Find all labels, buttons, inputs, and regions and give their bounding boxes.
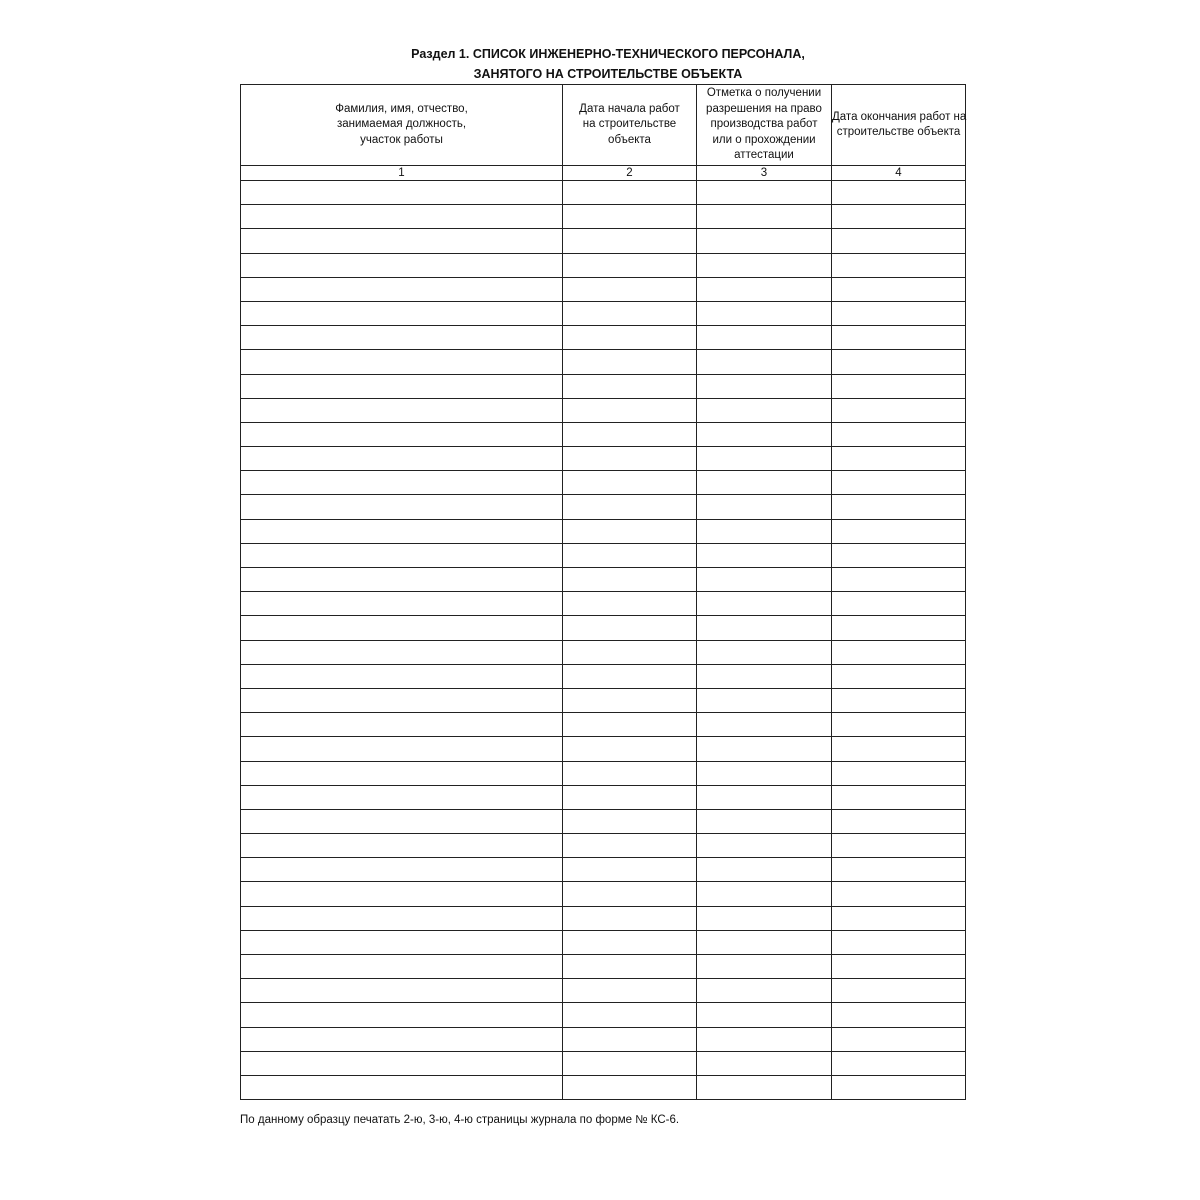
table-cell — [832, 181, 966, 205]
column-header-line: разрешения на право — [706, 102, 822, 115]
table-cell — [697, 713, 832, 737]
table-cell — [832, 447, 966, 471]
table-cell — [832, 809, 966, 833]
footnote: По данному образцу печатать 2-ю, 3-ю, 4-ю страницы журнала по форме № КС-6. — [240, 1114, 680, 1126]
column-header-line: Фамилия, имя, отчество, — [335, 102, 468, 115]
table-cell — [697, 809, 832, 833]
form-title-line-2: ЗАНЯТОГО НА СТРОИТЕЛЬСТВЕ ОБЪЕКТА — [473, 67, 743, 81]
table-cell — [832, 761, 966, 785]
table-cell — [563, 664, 697, 688]
table-row — [241, 1051, 966, 1075]
table-cell — [241, 906, 563, 930]
column-header-line: на строительстве — [582, 118, 677, 131]
table-cell — [832, 326, 966, 350]
table-cell — [563, 543, 697, 567]
table-cell — [563, 930, 697, 954]
table-row — [241, 1075, 966, 1099]
table-cell — [563, 713, 697, 737]
table-row — [241, 205, 966, 229]
table-cell — [832, 640, 966, 664]
table-cell — [697, 906, 832, 930]
table-cell — [563, 471, 697, 495]
column-header-line: производства работ — [710, 118, 818, 131]
table-cell — [563, 205, 697, 229]
column-header-line: строительстве объекта — [836, 126, 961, 138]
table-row — [241, 688, 966, 712]
column-header-line: Отметка о получении — [706, 87, 822, 100]
table-cell — [563, 1051, 697, 1075]
table-cell — [832, 568, 966, 592]
table-cell — [241, 205, 563, 229]
table-cell — [832, 277, 966, 301]
table-cell — [697, 326, 832, 350]
table-cell — [697, 664, 832, 688]
column-header-line: участок работы — [360, 133, 443, 146]
table-row — [241, 519, 966, 543]
column-header-name-position — [241, 85, 563, 166]
table-cell — [832, 350, 966, 374]
table-row — [241, 374, 966, 398]
table-cell — [697, 350, 832, 374]
column-header-line: занимаемая должность, — [336, 118, 467, 131]
column-header-start-date — [563, 85, 697, 166]
table-cell — [697, 592, 832, 616]
table-cell — [241, 568, 563, 592]
table-cell — [241, 374, 563, 398]
table-row — [241, 398, 966, 422]
table-row — [241, 713, 966, 737]
table-cell — [832, 253, 966, 277]
table-cell — [563, 761, 697, 785]
table-cell — [241, 277, 563, 301]
table-cell — [563, 398, 697, 422]
table-cell — [697, 1075, 832, 1099]
table-cell — [241, 1075, 563, 1099]
table-cell — [241, 301, 563, 325]
column-header-line: Дата начала работ — [579, 102, 680, 115]
table-cell — [697, 568, 832, 592]
table-row — [241, 229, 966, 253]
table-row — [241, 809, 966, 833]
table-cell — [563, 568, 697, 592]
table-cell — [563, 447, 697, 471]
table-cell — [241, 592, 563, 616]
table-cell — [241, 229, 563, 253]
table-row — [241, 277, 966, 301]
table-cell — [697, 834, 832, 858]
table-cell — [697, 253, 832, 277]
column-header-end-date — [832, 85, 966, 166]
table-cell — [241, 761, 563, 785]
table-cell — [241, 1003, 563, 1027]
table-cell — [697, 398, 832, 422]
table-row — [241, 568, 966, 592]
table-cell — [832, 1075, 966, 1099]
table-cell — [832, 713, 966, 737]
table-cell — [241, 640, 563, 664]
table-cell — [241, 664, 563, 688]
table-row — [241, 616, 966, 640]
table-cell — [697, 688, 832, 712]
table-cell — [563, 181, 697, 205]
table-cell — [832, 906, 966, 930]
table-cell — [832, 374, 966, 398]
table-cell — [563, 374, 697, 398]
table-row — [241, 350, 966, 374]
table-cell — [563, 1075, 697, 1099]
table-cell — [241, 350, 563, 374]
table-cell — [832, 834, 966, 858]
table-cell — [697, 422, 832, 446]
table-row — [241, 447, 966, 471]
table-cell — [241, 398, 563, 422]
table-cell — [697, 858, 832, 882]
table-row — [241, 979, 966, 1003]
table-cell — [832, 955, 966, 979]
table-cell — [832, 930, 966, 954]
table-row — [241, 785, 966, 809]
table-cell — [697, 955, 832, 979]
table-cell — [832, 471, 966, 495]
table-cell — [563, 229, 697, 253]
table-cell — [563, 688, 697, 712]
column-header-line: или о прохождении — [712, 133, 816, 146]
table-cell — [697, 1051, 832, 1075]
table-cell — [241, 688, 563, 712]
personnel-table — [240, 84, 966, 1100]
table-cell — [832, 785, 966, 809]
table-cell — [832, 1051, 966, 1075]
table-cell — [832, 422, 966, 446]
table-row — [241, 495, 966, 519]
table-cell — [563, 277, 697, 301]
table-cell — [563, 834, 697, 858]
table-cell — [832, 1027, 966, 1051]
table-cell — [697, 1003, 832, 1027]
column-header-line: Дата окончания работ на — [832, 110, 967, 123]
table-cell — [832, 737, 966, 761]
table-cell — [697, 543, 832, 567]
column-header-line: аттестации — [734, 149, 794, 162]
table-row — [241, 955, 966, 979]
table-cell — [241, 447, 563, 471]
table-cell — [832, 664, 966, 688]
table-cell — [697, 374, 832, 398]
table-cell — [241, 422, 563, 446]
table-cell — [832, 616, 966, 640]
column-header-permit-mark — [697, 85, 832, 166]
table-cell — [563, 906, 697, 930]
column-number: 1 — [241, 166, 563, 181]
table-cell — [697, 447, 832, 471]
table-cell — [241, 809, 563, 833]
table-cell — [241, 955, 563, 979]
table-cell — [697, 495, 832, 519]
table-cell — [697, 785, 832, 809]
table-cell — [563, 882, 697, 906]
table-row — [241, 1027, 966, 1051]
table-cell — [563, 422, 697, 446]
table-cell — [241, 882, 563, 906]
table-cell — [241, 253, 563, 277]
table-cell — [832, 979, 966, 1003]
table-cell — [563, 301, 697, 325]
table-cell — [832, 592, 966, 616]
table-row — [241, 930, 966, 954]
table-cell — [697, 471, 832, 495]
table-cell — [563, 1003, 697, 1027]
table-cell — [832, 1003, 966, 1027]
table-cell — [832, 205, 966, 229]
table-cell — [241, 616, 563, 640]
table-cell — [563, 809, 697, 833]
table-cell — [832, 495, 966, 519]
table-cell — [563, 350, 697, 374]
table-cell — [832, 519, 966, 543]
table-row — [241, 253, 966, 277]
table-cell — [832, 301, 966, 325]
table-cell — [697, 640, 832, 664]
table-cell — [697, 301, 832, 325]
table-cell — [832, 398, 966, 422]
table-cell — [697, 519, 832, 543]
table-cell — [563, 858, 697, 882]
table-cell — [563, 955, 697, 979]
form-title-line-1: Раздел 1. СПИСОК ИНЖЕНЕРНО-ТЕХНИЧЕСКОГО ПЕРСОНАЛА, — [411, 47, 805, 61]
table-header-row — [241, 85, 966, 166]
column-number: 2 — [563, 166, 697, 181]
table-cell — [241, 1051, 563, 1075]
table-row — [241, 301, 966, 325]
table-cell — [697, 930, 832, 954]
table-cell — [697, 616, 832, 640]
table-cell — [563, 640, 697, 664]
table-cell — [241, 519, 563, 543]
table-cell — [563, 785, 697, 809]
table-cell — [241, 326, 563, 350]
table-row — [241, 422, 966, 446]
table-row — [241, 640, 966, 664]
table-row — [241, 882, 966, 906]
table-row — [241, 1003, 966, 1027]
table-cell — [241, 713, 563, 737]
table-cell — [241, 181, 563, 205]
table-cell — [697, 229, 832, 253]
table-cell — [563, 592, 697, 616]
table-cell — [832, 229, 966, 253]
table-cell — [697, 181, 832, 205]
table-cell — [832, 858, 966, 882]
table-row — [241, 181, 966, 205]
table-row — [241, 326, 966, 350]
table-cell — [241, 737, 563, 761]
table-row — [241, 858, 966, 882]
form-title — [240, 44, 976, 84]
table-cell — [697, 979, 832, 1003]
table-cell — [241, 858, 563, 882]
table-cell — [241, 543, 563, 567]
table-cell — [241, 785, 563, 809]
table-cell — [241, 979, 563, 1003]
table-cell — [697, 737, 832, 761]
table-cell — [697, 205, 832, 229]
table-row — [241, 906, 966, 930]
table-cell — [241, 930, 563, 954]
table-cell — [563, 326, 697, 350]
table-cell — [241, 471, 563, 495]
table-row — [241, 543, 966, 567]
table-cell — [697, 277, 832, 301]
table-cell — [241, 1027, 563, 1051]
table-cell — [241, 495, 563, 519]
table-row — [241, 834, 966, 858]
column-number-row — [241, 166, 966, 181]
table-row — [241, 592, 966, 616]
table-cell — [563, 495, 697, 519]
table-cell — [563, 737, 697, 761]
table-cell — [832, 688, 966, 712]
table-cell — [832, 543, 966, 567]
column-number: 4 — [832, 166, 966, 181]
table-cell — [563, 519, 697, 543]
table-cell — [563, 1027, 697, 1051]
table-row — [241, 737, 966, 761]
table-cell — [697, 1027, 832, 1051]
table-row — [241, 761, 966, 785]
table-cell — [563, 253, 697, 277]
table-cell — [832, 882, 966, 906]
table-cell — [241, 834, 563, 858]
column-header-line: объекта — [608, 133, 651, 146]
table-row — [241, 471, 966, 495]
table-row — [241, 664, 966, 688]
table-cell — [563, 616, 697, 640]
table-cell — [697, 761, 832, 785]
table-cell — [563, 979, 697, 1003]
table-cell — [697, 882, 832, 906]
column-number: 3 — [697, 166, 832, 181]
